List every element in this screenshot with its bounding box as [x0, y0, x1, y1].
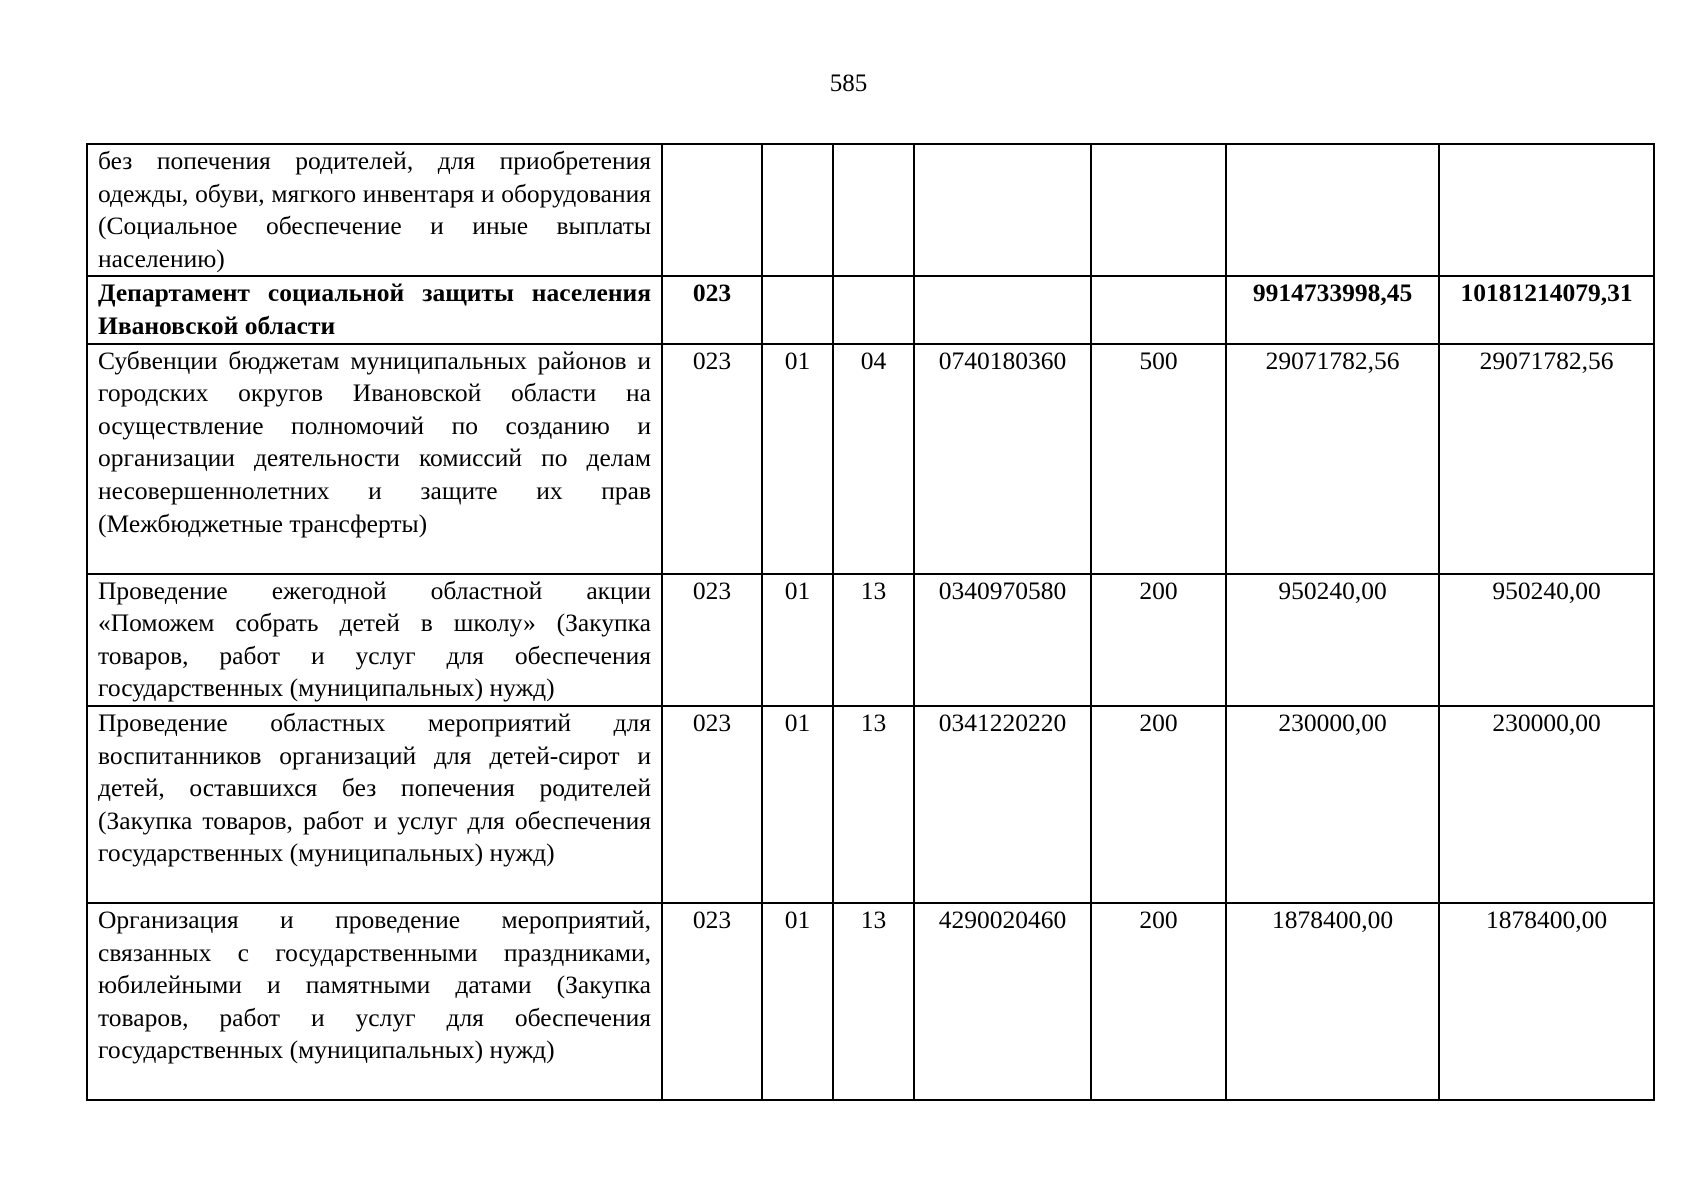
row-description: Проведение ежегодной областной акции «Поможем собрать детей в школу» (Закупка товаров, работ и услуг для обеспечения государственных (муниципальных) нужд) [87, 574, 662, 706]
amount-year-1: 9914733998,45 [1226, 276, 1439, 343]
target-article-code: 0341220220 [914, 706, 1091, 903]
amount-year-2: 230000,00 [1439, 706, 1654, 903]
section-code: 01 [762, 706, 833, 903]
subsection-code [833, 276, 914, 343]
row-description: Организация и проведение мероприятий, связанных с государственными праздниками, юбилейными и памятными датами (Закупка товаров, работ и услуг для обеспечения государственных (муниципальных) нужд) [87, 903, 662, 1100]
table-row [87, 144, 1654, 276]
ministry-code: 023 [662, 706, 762, 903]
row-description: без попечения родителей, для приобретения одежды, обуви, мягкого инвентаря и оборудования (Социальное обеспечение и иные выплаты населению) [87, 144, 662, 276]
table-row [87, 706, 1654, 903]
section-code [762, 276, 833, 343]
amount-year-1: 29071782,56 [1226, 344, 1439, 574]
expense-type-code: 200 [1091, 574, 1226, 706]
subsection-code: 04 [833, 344, 914, 574]
table-row [87, 344, 1654, 574]
amount-year-1: 1878400,00 [1226, 903, 1439, 1100]
ministry-code: 023 [662, 276, 762, 343]
row-description: Проведение областных мероприятий для воспитанников организаций для детей-сирот и детей, оставшихся без попечения родителей (Закупка товаров, работ и услуг для обеспечения государственных (муниципальных) нужд) [87, 706, 662, 903]
amount-year-2: 950240,00 [1439, 574, 1654, 706]
expense-type-code: 200 [1091, 706, 1226, 903]
expense-type-code [1091, 144, 1226, 276]
budget-table [86, 143, 1655, 1101]
amount-year-2: 1878400,00 [1439, 903, 1654, 1100]
section-code: 01 [762, 344, 833, 574]
target-article-code [914, 144, 1091, 276]
expense-type-code: 200 [1091, 903, 1226, 1100]
amount-year-2: 29071782,56 [1439, 344, 1654, 574]
amount-year-1 [1226, 144, 1439, 276]
target-article-code [914, 276, 1091, 343]
target-article-code: 4290020460 [914, 903, 1091, 1100]
subsection-code: 13 [833, 903, 914, 1100]
ministry-code: 023 [662, 574, 762, 706]
amount-year-1: 230000,00 [1226, 706, 1439, 903]
page-number: 585 [829, 70, 868, 97]
section-code: 01 [762, 903, 833, 1100]
expense-type-code [1091, 276, 1226, 343]
subsection-code: 13 [833, 706, 914, 903]
ministry-code: 023 [662, 903, 762, 1100]
ministry-code [662, 144, 762, 276]
table-row [87, 903, 1654, 1100]
target-article-code: 0740180360 [914, 344, 1091, 574]
section-code: 01 [762, 574, 833, 706]
section-code [762, 144, 833, 276]
table-row [87, 574, 1654, 706]
amount-year-1: 950240,00 [1226, 574, 1439, 706]
amount-year-2: 10181214079,31 [1439, 276, 1654, 343]
subsection-code [833, 144, 914, 276]
amount-year-2 [1439, 144, 1654, 276]
ministry-code: 023 [662, 344, 762, 574]
subsection-code: 13 [833, 574, 914, 706]
table-row [87, 276, 1654, 343]
target-article-code: 0340970580 [914, 574, 1091, 706]
row-description: Департамент социальной защиты населения Ивановской области [87, 276, 662, 343]
expense-type-code: 500 [1091, 344, 1226, 574]
row-description: Субвенции бюджетам муниципальных районов и городских округов Ивановской области на осуществление полномочий по созданию и организации деятельности комиссий по делам несовершеннолетних и защите их прав (Межбюджетные трансферты) [87, 344, 662, 574]
